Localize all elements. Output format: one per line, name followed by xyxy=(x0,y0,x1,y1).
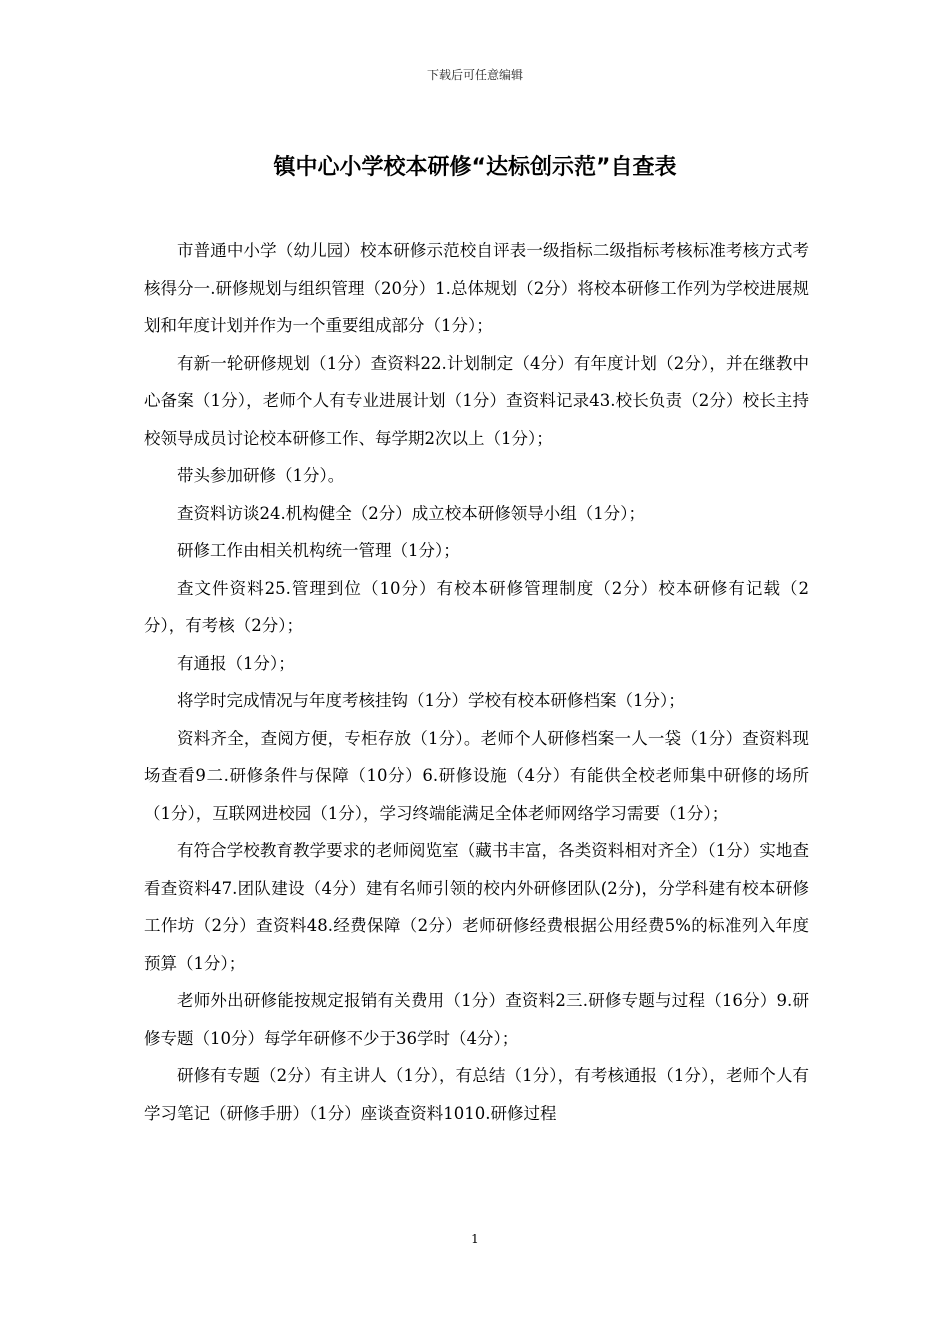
paragraph: 研修有专题（2分）有主讲人（1分），有总结（1分），有考核通报（1分），老师个人有学习笔记（研修手册）（1分）座谈查资料1010.研修过程 xyxy=(144,1066,809,1123)
paragraph: 研修工作由相关机构统一管理（1分）； xyxy=(177,541,460,560)
paragraph: 市普通中小学（幼儿园）校本研修示范校自评表一级指标二级指标考核标准考核方式考核得分一.研修规划与组织管理（20分）1.总体规划（2分）将校本研修工作列为学校进展规划和年度计划并作为一个重要组成部分（1分）； xyxy=(144,241,809,335)
paragraph: 带头参加研修（1分）。 xyxy=(177,466,345,485)
paragraph: 有新一轮研修规划（1分）查资料22.计划制定（4分）有年度计划（2分），并在继教中心备案（1分），老师个人有专业进展计划（1分）查资料记录43.校长负责（2分）校长主持校领导成员讨论校本研修工作、每学期2次以上（1分）； xyxy=(144,353,809,448)
paragraph: 老师外出研修能按规定报销有关费用（1分）查资料2三.研修专题与过程（16分）9.研修专题（10分）每学年研修不少于36学时（4分）； xyxy=(144,991,809,1048)
paragraph: 资料齐全，查阅方便，专柜存放（1分）。老师个人研修档案一人一袋（1分）查资料现场查看9二.研修条件与保障（10分）6.研修设施（4分）有能供全校老师集中研修的场所（1分），互联网进校园（1分），学习终端能满足全体老师网络学习需要（1分）； xyxy=(144,728,809,823)
page-header: 下载后可任意编辑 xyxy=(426,68,523,82)
paragraph: 有符合学校教育教学要求的老师阅览室（藏书丰富，各类资料相对齐全）（1分）实地查看查资料47.团队建设（4分）建有名师引领的校内外研修团队(2分)，分学科建有校本研修工作坊（2分）查资料48.经费保障（2分）老师研修经费根据公用经费5%的标准列入年度预算（1分）； xyxy=(144,841,809,973)
paragraph: 查文件资料25.管理到位（10分）有校本研修管理制度（2分）校本研修有记载（2分），有考核（2分）； xyxy=(144,578,809,635)
page-number: 1 xyxy=(471,1232,479,1246)
paragraph: 有通报（1分）； xyxy=(177,653,295,673)
paragraph: 查资料访谈24.机构健全（2分）成立校本研修领导小组（1分）； xyxy=(177,503,645,523)
document-title: 镇中心小学校本研修“达标创示范”自查表 xyxy=(273,155,677,180)
paragraph: 将学时完成情况与年度考核挂钩（1分）学校有校本研修档案（1分）； xyxy=(177,691,685,710)
document-body xyxy=(144,232,809,1132)
